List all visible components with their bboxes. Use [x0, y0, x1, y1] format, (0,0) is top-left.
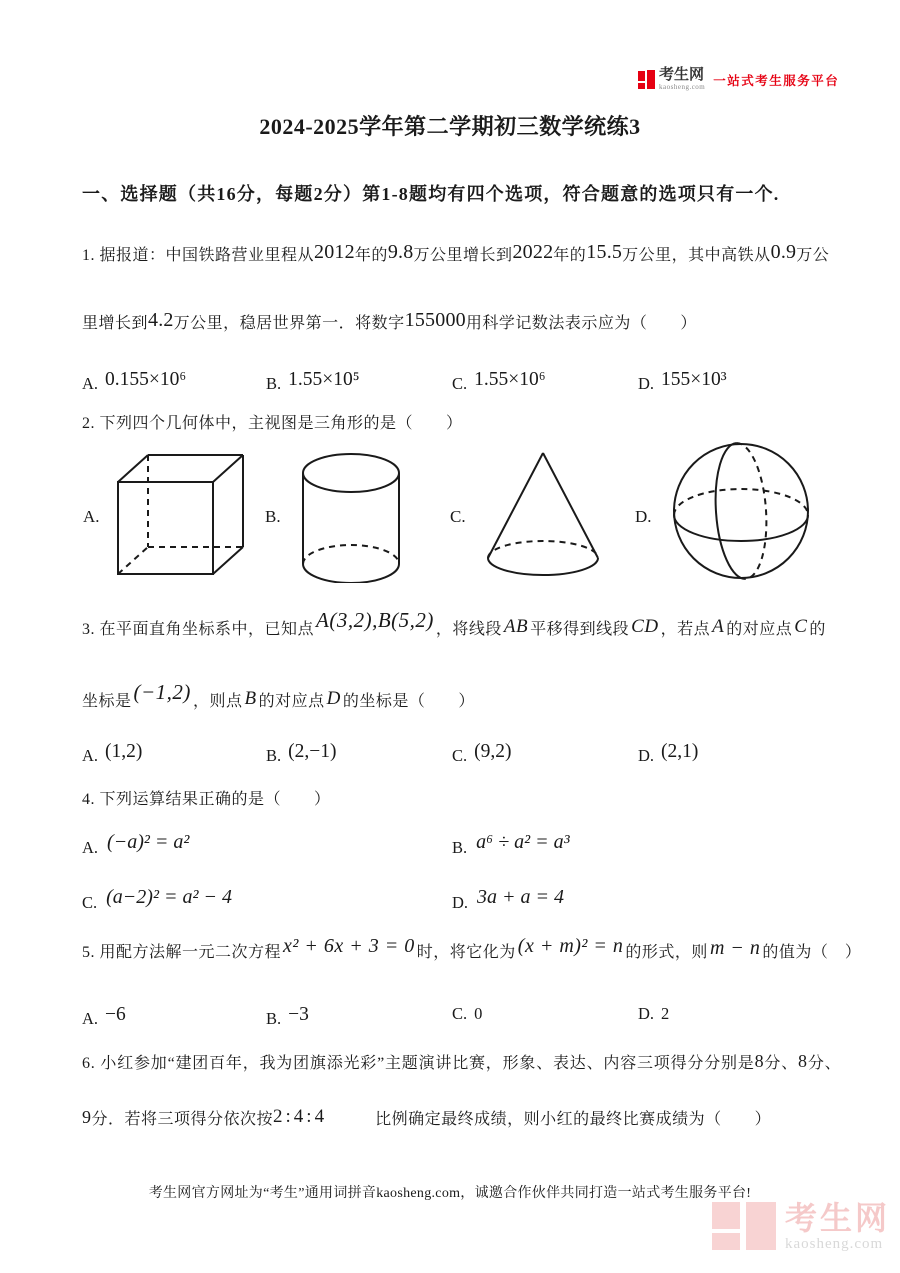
math-ratio: 2:4:4 — [273, 1106, 328, 1127]
text: 5. 用配方法解一元二次方程 — [82, 944, 282, 961]
sphere-figure — [668, 441, 814, 581]
text: 的坐标是（ ） — [342, 693, 475, 710]
text: ，若点 — [660, 621, 711, 638]
math-segment: CD — [631, 616, 659, 637]
option-value: 3a + a = 4 — [477, 886, 565, 908]
math-number: 8 — [798, 1051, 808, 1071]
figure-label-b: B. — [265, 507, 281, 526]
option-value: (2,1) — [661, 741, 699, 762]
option-a — [82, 1004, 126, 1029]
text: 万公 — [796, 247, 830, 264]
option-label: D. — [452, 893, 469, 912]
option-value: a⁶ ÷ a² = a³ — [476, 831, 570, 853]
question-6-line-1 — [82, 1050, 841, 1073]
text: 里增长到 — [82, 315, 149, 332]
option-label: B. — [266, 374, 282, 393]
option-label: D. — [638, 1004, 655, 1023]
text: 的对应点 — [258, 693, 325, 710]
option-b — [452, 831, 570, 858]
option-label: B. — [266, 746, 282, 765]
question-3-line-1 — [82, 608, 826, 639]
option-value: (9,2) — [474, 741, 512, 762]
question-2-text: 2. 下列四个几何体中，主视图是三角形的是（ ） — [82, 415, 463, 432]
math-segment: AB — [503, 616, 529, 637]
kaosheng-logo-icon — [638, 70, 655, 89]
text: 时，将它化为 — [416, 944, 516, 961]
option-label: C. — [452, 1004, 468, 1023]
option-d — [638, 369, 727, 394]
option-value: 1.55×10⁶ — [474, 369, 546, 390]
math-point: A — [712, 616, 725, 637]
page-title: 2024-2025学年第二学期初三数学统练3 — [259, 114, 641, 139]
option-b — [266, 741, 337, 766]
text: 年的 — [354, 247, 388, 264]
option-label: C. — [452, 374, 468, 393]
math-point: B — [244, 688, 257, 709]
text: ，则点 — [192, 693, 243, 710]
math-point: D — [326, 688, 341, 709]
text: 3. 在平面直角坐标系中，已知点 — [82, 621, 315, 638]
figure-label-c: C. — [450, 507, 466, 526]
math-number: 4.2 — [148, 309, 174, 331]
text: 分、 — [764, 1055, 799, 1072]
option-label: A. — [82, 1009, 99, 1028]
watermark-brand-text: 考生网 — [785, 1200, 891, 1236]
option-label: C. — [82, 893, 98, 912]
text: 6. 小红参加“建团百年，我为团旗添光彩”主题演讲比赛，形象、表达、内容三项得分分别是 — [82, 1055, 755, 1072]
option-b — [266, 1004, 309, 1029]
option-c — [452, 741, 512, 766]
math-number: 2022 — [512, 241, 554, 263]
math-number: 0.9 — [770, 241, 797, 263]
option-value: (−a)² = a² — [107, 831, 190, 853]
option-value: (1,2) — [105, 741, 143, 762]
rectangular-prism-figure — [116, 452, 246, 578]
option-c — [452, 1004, 482, 1024]
math-equation: x² + 6x + 3 = 0 — [283, 935, 415, 957]
math-number: 8 — [754, 1051, 765, 1071]
text: 平移得到线段 — [530, 621, 630, 638]
math-equation: (x + m)² = n — [517, 935, 624, 957]
cylinder-figure — [301, 452, 401, 583]
math-number: 9 — [82, 1107, 92, 1127]
text: 万公里，其中高铁从 — [622, 247, 771, 264]
logo-brand-text: 考生网 — [659, 67, 705, 83]
kaosheng-logo — [638, 68, 839, 91]
option-d — [638, 741, 698, 766]
text: 分、 — [807, 1055, 842, 1072]
math-number: 9.8 — [387, 241, 414, 263]
option-d — [452, 886, 564, 913]
text: 比例确定最终成绩，则小红的最终比赛成绩为（ ） — [375, 1111, 772, 1128]
kaosheng-watermark — [712, 1202, 890, 1253]
option-value: (a−2)² = a² − 4 — [106, 886, 232, 908]
kaosheng-watermark-icon — [712, 1202, 776, 1250]
option-a — [82, 741, 142, 766]
text: 分．若将三项得分依次按 — [91, 1111, 274, 1128]
option-value: −6 — [105, 1004, 126, 1025]
text: 年的 — [553, 247, 587, 264]
text: 万公里增长到 — [413, 247, 513, 264]
option-a — [82, 369, 186, 394]
text: 用科学记数法表示应为（ ） — [465, 315, 697, 332]
text: ，将线段 — [435, 621, 502, 638]
option-value: 1.55×10⁵ — [288, 369, 360, 390]
question-1-line-1 — [82, 241, 829, 265]
option-value: 0 — [474, 1004, 483, 1023]
option-label: D. — [638, 746, 655, 765]
figure-label-a: A. — [83, 507, 100, 526]
section-heading: 一、选择题（共16分，每题2分）第1-8题均有四个选项，符合题意的选项只有一个. — [82, 184, 780, 204]
math-points: A(3,2),B(5,2) — [316, 608, 434, 632]
cone-figure — [486, 450, 600, 578]
option-b — [266, 369, 360, 394]
figure-label-d: D. — [635, 507, 652, 526]
option-value: −3 — [288, 1004, 309, 1025]
option-label: B. — [266, 1009, 282, 1028]
text: 1. 据报道：中国铁路营业里程从 — [82, 247, 315, 264]
math-coordinate: (−1,2) — [133, 680, 191, 704]
option-c — [452, 369, 546, 394]
math-expression: m − n — [709, 937, 761, 959]
option-label: A. — [82, 374, 99, 393]
option-a — [82, 831, 189, 858]
text: 坐标是 — [82, 693, 132, 710]
question-1-line-2 — [82, 309, 697, 333]
math-point: C — [794, 616, 808, 637]
math-number: 155000 — [404, 309, 466, 331]
option-value: (2,−1) — [288, 741, 337, 762]
watermark-domain-text: kaosheng.com — [785, 1236, 884, 1252]
logo-domain-text: kaosheng.com — [659, 83, 706, 91]
option-label: D. — [638, 374, 655, 393]
text: 的对应点 — [726, 621, 793, 638]
text: 的值为（ ） — [762, 944, 862, 961]
question-6-line-2 — [82, 1106, 771, 1129]
option-label: A. — [82, 746, 99, 765]
text: 万公里，稳居世界第一．将数字 — [173, 315, 405, 332]
text: 的形式，则 — [625, 944, 708, 961]
math-number: 2012 — [314, 241, 355, 263]
text: 的 — [809, 621, 826, 638]
logo-tagline: 一站式考生服务平台 — [713, 73, 840, 88]
option-value: 155×10³ — [661, 369, 727, 390]
option-d — [638, 1004, 669, 1024]
option-value: 2 — [661, 1004, 670, 1023]
question-3-line-2 — [82, 680, 475, 711]
option-label: B. — [452, 838, 468, 857]
math-number: 15.5 — [586, 241, 623, 263]
footer-text: 考生网官方网址为“考生”通用词拼音kaosheng.com，诚邀合作伙伴共同打造一站式考生服务平台! — [148, 1186, 752, 1201]
option-label: C. — [452, 746, 468, 765]
option-value: 0.155×10⁶ — [105, 369, 187, 390]
option-c — [82, 886, 232, 913]
question-4-text: 4. 下列运算结果正确的是（ ） — [82, 791, 331, 808]
option-label: A. — [82, 838, 99, 857]
question-5-text — [82, 935, 861, 962]
